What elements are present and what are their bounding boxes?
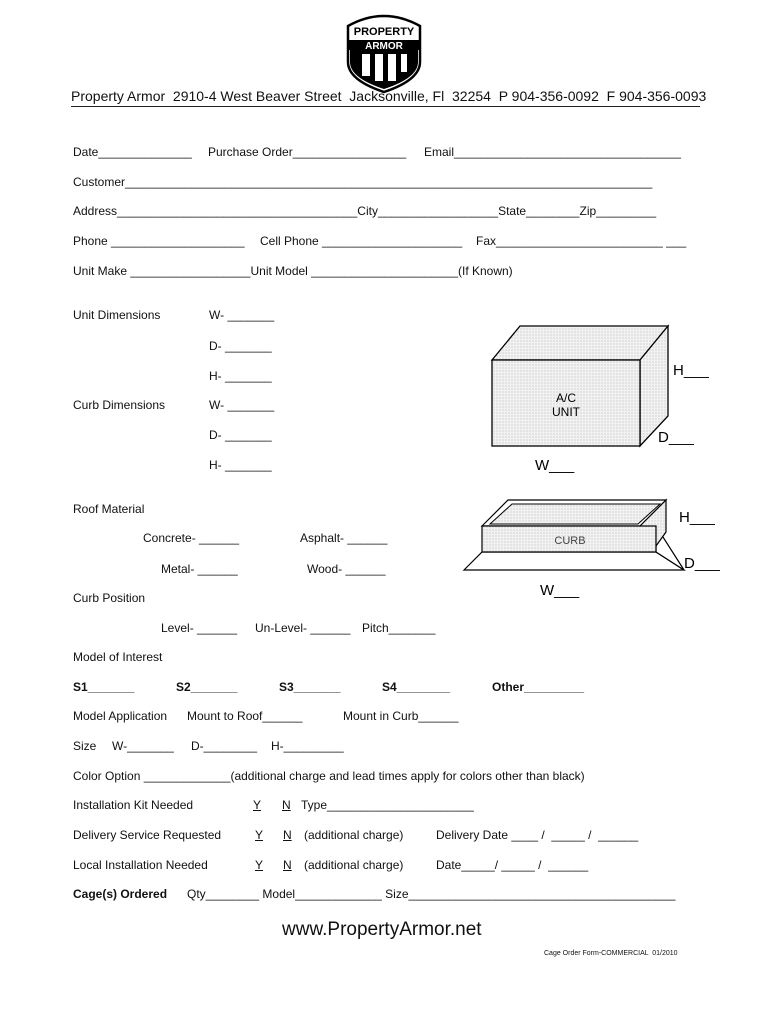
address-field[interactable]: Address____________________________________City__________________State________Zip_________ xyxy=(73,204,657,218)
curb-depth-field[interactable]: D- _______ xyxy=(209,428,272,442)
s1-field[interactable]: S1_______ xyxy=(73,680,135,694)
logo-text-top: PROPERTY xyxy=(353,26,415,38)
unit-height-field[interactable]: H- _______ xyxy=(209,369,272,383)
s4-field[interactable]: S4________ xyxy=(382,680,451,694)
size-width-field[interactable]: W-_______ xyxy=(112,739,174,753)
mount-in-curb-field[interactable]: Mount in Curb______ xyxy=(343,709,459,723)
curb-label: CURB xyxy=(554,535,586,547)
ac-unit-w-label: W___ xyxy=(535,457,575,474)
curb-h-label: H___ xyxy=(679,509,715,526)
header-rule xyxy=(71,106,700,107)
unit-make-model-field[interactable]: Unit Make __________________Unit Model ______________________(If Known) xyxy=(73,264,513,278)
ac-unit-label-1: A/C xyxy=(555,391,577,405)
fax-field[interactable]: Fax_________________________ ___ xyxy=(476,234,687,248)
size-height-field[interactable]: H-_________ xyxy=(271,739,344,753)
form-footer: Cage Order Form-COMMERCIAL 01/2010 xyxy=(544,950,678,957)
ac-unit-diagram xyxy=(490,322,720,472)
concrete-field[interactable]: Concrete- ______ xyxy=(143,531,240,545)
other-model-field[interactable]: Other_________ xyxy=(492,680,585,694)
delivery-service-label: Delivery Service Requested xyxy=(73,828,222,842)
phone-field[interactable]: Phone ____________________ xyxy=(73,234,245,248)
unlevel-field[interactable]: Un-Level- ______ xyxy=(255,621,351,635)
purchase-order-field[interactable]: Purchase Order_________________ xyxy=(208,145,407,159)
cell-phone-field[interactable]: Cell Phone _____________________ xyxy=(260,234,463,248)
s3-field[interactable]: S3_______ xyxy=(279,680,341,694)
metal-field[interactable]: Metal- ______ xyxy=(161,562,238,576)
color-option-field[interactable]: Color Option _____________(additional charge and lead times apply for colors other than black) xyxy=(73,769,585,783)
email-field[interactable]: Email__________________________________ xyxy=(424,145,681,159)
size-depth-field[interactable]: D-________ xyxy=(191,739,258,753)
local-installation-date-field[interactable]: Date_____/ _____ / ______ xyxy=(436,858,589,872)
unit-dimensions-label: Unit Dimensions xyxy=(73,308,161,322)
ac-unit-h-label: H___ xyxy=(673,362,709,379)
delivery-yes[interactable]: Y xyxy=(255,828,264,842)
model-application-label: Model Application xyxy=(73,709,168,723)
local-installation-label: Local Installation Needed xyxy=(73,858,208,872)
curb-dimensions-label: Curb Dimensions xyxy=(73,398,166,412)
curb-w-label: W___ xyxy=(540,582,580,599)
installation-kit-type-field[interactable]: Type______________________ xyxy=(301,798,474,812)
local-installation-yes[interactable]: Y xyxy=(255,858,264,872)
date-field[interactable]: Date______________ xyxy=(73,145,192,159)
ac-unit-label-2: UNIT xyxy=(552,405,580,419)
curb-width-field[interactable]: W- _______ xyxy=(209,398,275,412)
curb-position-label: Curb Position xyxy=(73,591,146,605)
size-label: Size xyxy=(73,739,97,753)
ac-unit-d-label: D___ xyxy=(658,429,694,446)
roof-material-label: Roof Material xyxy=(73,502,145,516)
unit-depth-field[interactable]: D- _______ xyxy=(209,339,272,353)
s2-field[interactable]: S2_______ xyxy=(176,680,238,694)
delivery-date-field[interactable]: Delivery Date ____ / _____ / ______ xyxy=(436,828,639,842)
wood-field[interactable]: Wood- ______ xyxy=(307,562,386,576)
company-header: Property Armor 2910-4 West Beaver Street Jacksonville, Fl 32254 P 904-356-0092 F 904-356-0093 xyxy=(71,88,707,104)
installation-kit-label: Installation Kit Needed xyxy=(73,798,194,812)
website-link[interactable]: www.PropertyArmor.net xyxy=(282,919,482,940)
curb-d-label: D___ xyxy=(684,555,720,572)
installation-kit-no[interactable]: N xyxy=(282,798,291,812)
cages-ordered-label: Cage(s) Ordered xyxy=(73,887,168,901)
asphalt-field[interactable]: Asphalt- ______ xyxy=(300,531,388,545)
property-armor-logo xyxy=(340,12,428,92)
delivery-charge-note: (additional charge) xyxy=(304,828,404,842)
installation-kit-yes[interactable]: Y xyxy=(253,798,262,812)
unit-width-field[interactable]: W- _______ xyxy=(209,308,275,322)
logo-text-bottom: ARMOR xyxy=(365,41,403,52)
local-installation-no[interactable]: N xyxy=(283,858,292,872)
curb-height-field[interactable]: H- _______ xyxy=(209,458,272,472)
local-installation-charge-note: (additional charge) xyxy=(304,858,404,872)
customer-field[interactable]: Customer_______________________________________________________________________________ xyxy=(73,175,653,189)
cages-ordered-fields[interactable]: Qty________ Model_____________ Size________________________________________ xyxy=(187,887,676,901)
model-of-interest-label: Model of Interest xyxy=(73,650,163,664)
delivery-no[interactable]: N xyxy=(283,828,292,842)
level-field[interactable]: Level- ______ xyxy=(161,621,238,635)
pitch-field[interactable]: Pitch_______ xyxy=(362,621,436,635)
mount-to-roof-field[interactable]: Mount to Roof______ xyxy=(187,709,303,723)
curb-diagram xyxy=(462,496,722,606)
